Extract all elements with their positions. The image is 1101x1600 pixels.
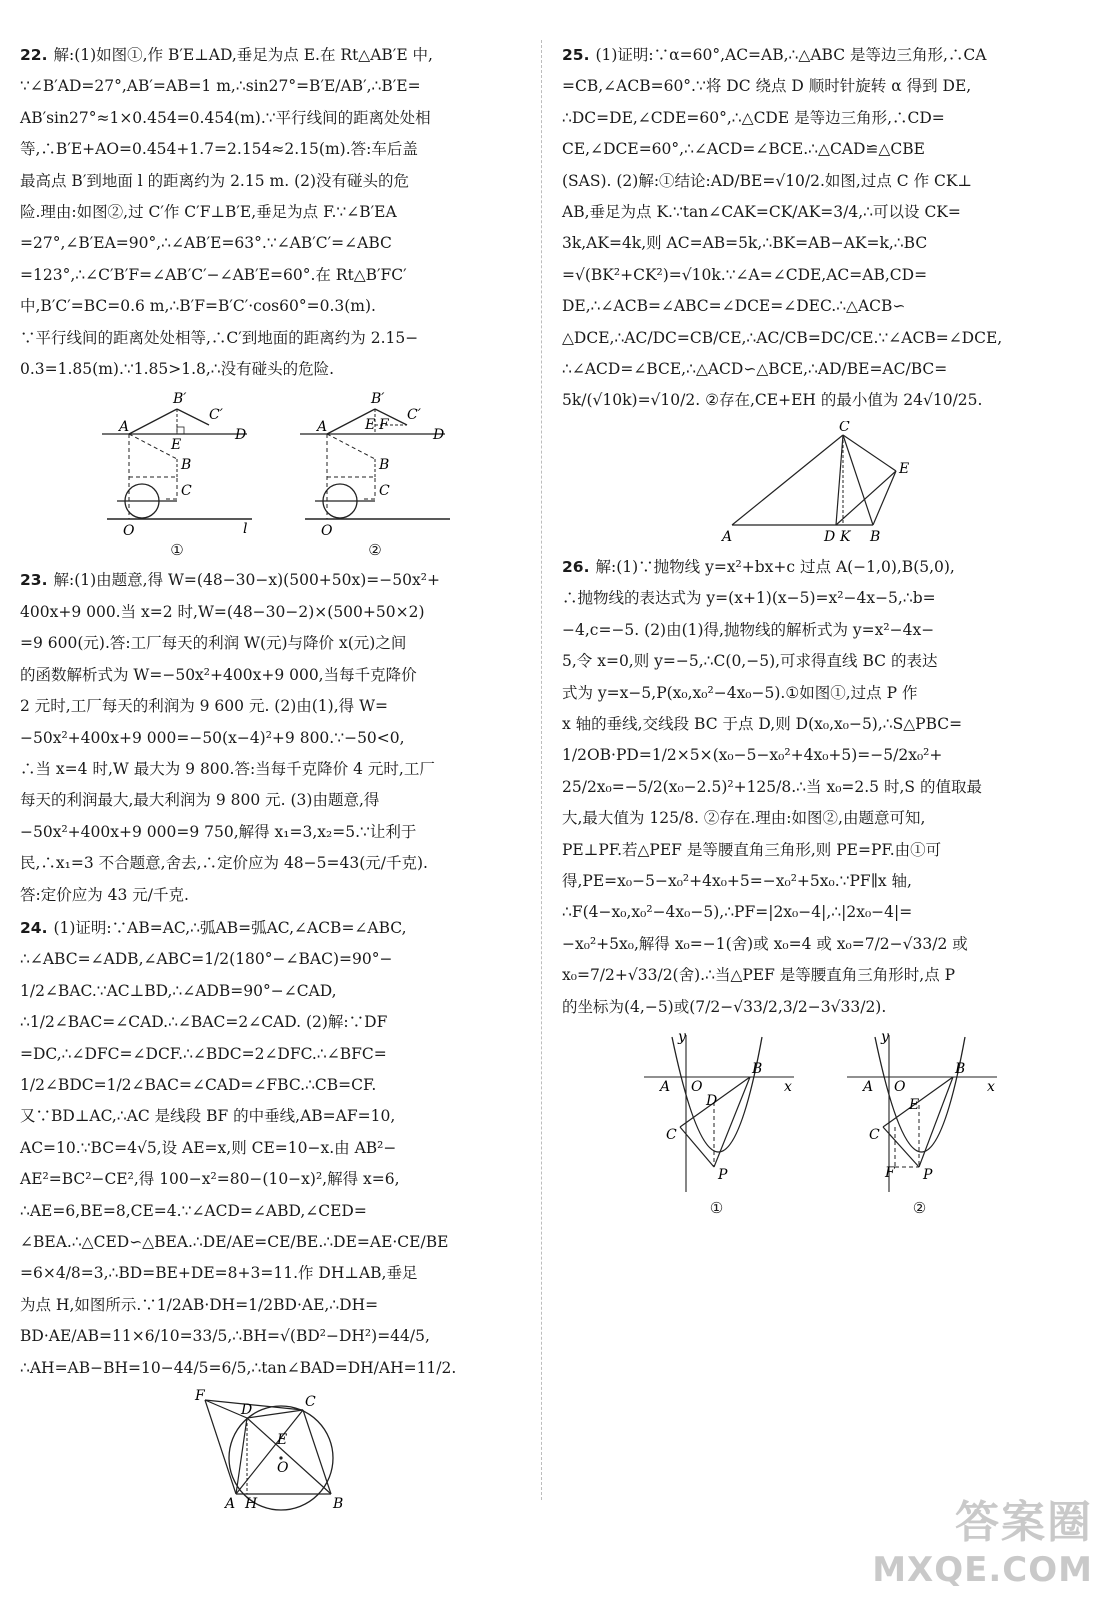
point-label: A (225, 1496, 236, 1513)
point-label: B (333, 1496, 344, 1513)
problem-number: 26. (562, 557, 590, 576)
solution-line: ∴F(4−x₀,x₀²−4x₀−5),∴PF=|2x₀−4|,∴|2x₀−4|= (562, 903, 913, 922)
solution-line: ∴DC=DE,∠CDE=60°,∴△CDE 是等边三角形,∴CD= (562, 108, 945, 127)
point-label: B (181, 457, 192, 474)
figure-caption: ① (170, 541, 184, 560)
triangle-rotation-diagram (718, 421, 918, 546)
point-label: F (195, 1388, 205, 1405)
solution-line: 式为 y=x−5,P(x₀,x₀²−4x₀−5).①如图①,过点 P 作 (562, 683, 918, 702)
problem-number: 22. (20, 46, 48, 64)
solution-line: −4,c=−5. (2)由(1)得,抛物线的解析式为 y=x²−4x− (562, 620, 935, 639)
point-label: B (955, 1060, 966, 1077)
point-label: O (894, 1078, 906, 1095)
point-label: O (321, 523, 333, 540)
point-label: D (706, 1092, 718, 1109)
solution-line: 每天的利润最大,最大利润为 9 800 元. (3)由题意,得 (20, 791, 380, 810)
solution-line: BD·AE/AB=11×6/10=33/5,∴BH=√(BD²−DH²)=44/5, (20, 1327, 430, 1346)
point-label: E (909, 1096, 920, 1113)
solution-line: PE⊥PF.若△PEF 是等腰直角三角形,则 PE=PF.由①可 (562, 840, 942, 859)
point-label: H (245, 1496, 258, 1513)
point-label: A (863, 1078, 874, 1095)
solution-line: ∴AH=AB−BH=10−44/5=6/5,∴tan∠BAD=DH/AH=11/2. (20, 1358, 457, 1377)
solution-line: 大,最大值为 125/8. ②存在.理由:如图②,由题意可知, (562, 809, 926, 828)
point-label: B (379, 457, 390, 474)
problem-25 (562, 40, 1074, 417)
solution-line: 最高点 B′到地面 l 的距离约为 2.15 m. (2)没有碰头的危 (20, 171, 410, 190)
column-divider (541, 40, 542, 1500)
solution-line: ∵∠B′AD=27°,AB′=AB=1 m,∴sin27°=B′E/AB′,∴B′E= (20, 77, 421, 96)
point-label: C (666, 1126, 677, 1143)
point-label: O (277, 1460, 289, 1477)
solution-line: ∴抛物线的表达式为 y=(x+1)(x−5)=x²−4x−5,∴b= (562, 589, 936, 608)
solution-line: ∵平行线间的距离处处相等,∴C′到地面的距离约为 2.15− (20, 328, 419, 347)
solution-line: AB′sin27°≈1×0.454=0.454(m).∵平行线间的距离处处相 (20, 108, 431, 127)
solution-line: 400x+9 000.当 x=2 时,W=(48−30−2)×(500+50×2) (20, 602, 425, 621)
solution-line: △DCE,∴AC/DC=CB/CE,∴AC/CB=DC/CE.∵∠ACB=∠DCE, (562, 328, 1003, 347)
point-label: D (433, 427, 445, 444)
solution-line: AE²=BC²−CE²,得 100−x²=80−(10−x)²,解得 x=6, (20, 1170, 400, 1189)
point-label: A (317, 419, 328, 436)
axis-label: y (881, 1028, 889, 1045)
solution-line: 答:定价应为 43 元/千克. (20, 885, 189, 904)
problem-number: 24. (20, 918, 48, 937)
point-label: K (840, 528, 851, 545)
watermark (872, 1486, 1093, 1590)
point-label: E (171, 437, 182, 454)
solution-line: (SAS). (2)解:①结论:AD/BE=√10/2.如图,过点 C 作 CK⊥ (562, 171, 973, 190)
solution-line: ∴∠ACD=∠BCE,∴△ACD∽△BCE,∴AD/BE=AC/BC= (562, 360, 948, 379)
problem-26 (562, 552, 1074, 1023)
point-label: C (869, 1126, 880, 1143)
solution-line: −x₀²+5x₀,解得 x₀=−1(舍)或 x₀=4 或 x₀=7/2−√33/2 或 (562, 934, 968, 953)
point-label: D (241, 1402, 253, 1419)
solution-line: =DC,∴∠DFC=∠DCF.∴∠BDC=2∠DFC.∴∠BFC= (20, 1044, 387, 1063)
solution-line: 得,PE=x₀−5−x₀²+4x₀+5=−x₀²+5x₀.∵PF∥x 轴, (562, 871, 912, 890)
figure-caption: ① (709, 1198, 724, 1217)
watermark-url: MXQE.COM (872, 1550, 1093, 1590)
problem-22 (20, 40, 532, 385)
solution-line: 解:(1)∵抛物线 y=x²+bx+c 过点 A(−1,0),B(5,0), (595, 557, 955, 576)
point-label: D (235, 427, 247, 444)
point-label: F (379, 417, 389, 434)
solution-line: =CB,∠ACB=60°.∵将 DC 绕点 D 顺时针旋转 α 得到 DE, (562, 77, 972, 96)
solution-line: ∴当 x=4 时,W 最大为 9 800.答:当每千克降价 4 元时,工厂 (20, 759, 435, 778)
solution-line: 的坐标为(4,−5)或(7/2−√33/2,3/2−3√33/2). (562, 997, 887, 1016)
point-label: E (277, 1432, 288, 1449)
solution-line: −50x²+400x+9 000=−50(x−4)²+9 800.∵−50<0, (20, 728, 405, 747)
problem-24 (20, 913, 532, 1384)
point-label: P (923, 1166, 933, 1183)
solution-line: 又∵BD⊥AC,∴AC 是线段 BF 的中垂线,AB=AF=10, (20, 1107, 396, 1126)
figure-26-1 (634, 1027, 799, 1217)
point-label: C′ (209, 407, 223, 424)
circle-geometry-diagram (191, 1388, 361, 1518)
solution-line: CE,∠DCE=60°,∴∠ACD=∠BCE.∴△CAD≌△CBE (562, 140, 925, 159)
solution-line: 险.理由:如图②,过 C′作 C′F⊥B′E,垂足为点 F.∵∠B′EA (20, 203, 397, 222)
solution-line: 的函数解析式为 W=−50x²+400x+9 000,当每千克降价 (20, 665, 417, 684)
solution-line: 1/2∠BDC=1/2∠BAC=∠CAD=∠FBC.∴CB=CF. (20, 1075, 377, 1094)
solution-line: =123°,∴∠C′B′F=∠AB′C′−∠AB′E=60°.在 Rt△B′FC′ (20, 265, 407, 284)
solution-line: AB,垂足为点 K.∵tan∠CAK=CK/AK=3/4,∴可以设 CK= (562, 203, 961, 222)
solution-line: −50x²+400x+9 000=9 750,解得 x₁=3,x₂=5.∵让利于 (20, 822, 417, 841)
solution-line: x 轴的垂线,交线段 BC 于点 D,则 D(x₀,x₀−5),∴S△PBC= (562, 714, 963, 733)
figures-22 (20, 389, 532, 559)
solution-line: 中,B′C′=BC=0.6 m,∴B′F=B′C′·cos60°=0.3(m). (20, 297, 376, 316)
point-label: B (752, 1060, 763, 1077)
solution-line: AC=10.∵BC=4√5,设 AE=x,则 CE=10−x.由 AB²− (20, 1138, 397, 1157)
point-label: A (119, 419, 130, 436)
problem-number: 23. (20, 571, 48, 590)
solution-line: =27°,∠B′EA=90°,∴∠AB′E=63°.∵∠AB′C′=∠ABC (20, 234, 392, 253)
car-trunk-diagram-1 (97, 389, 257, 539)
solution-line: 等,∴B′E+AO=0.454+1.7=2.154≈2.15(m).答:车后盖 (20, 140, 418, 159)
problem-23 (20, 565, 532, 910)
point-label: C (181, 483, 192, 500)
solution-line: 25/2x₀=−5/2(x₀−2.5)²+125/8.∴当 x₀=2.5 时,S 的值取最 (562, 777, 982, 796)
solution-line: ∴∠ABC=∠ADB,∠ABC=1/2(180°−∠BAC)=90°− (20, 950, 393, 969)
solution-line: 2 元时,工厂每天的利润为 9 600 元. (2)由(1),得 W= (20, 697, 388, 716)
point-label: F (885, 1164, 895, 1181)
solution-line: 民,∴x₁=3 不合题意,舍去,∴定价应为 48−5=43(元/千克). (20, 854, 428, 873)
figure-24 (20, 1388, 532, 1518)
figures-26 (562, 1027, 1074, 1217)
figure-25 (562, 421, 1074, 546)
solution-line: ∴AE=6,BE=8,CE=4.∵∠ACD=∠ABD,∠CED= (20, 1201, 367, 1220)
point-label: B′ (173, 391, 187, 408)
solution-line: 为点 H,如图所示.∵1/2AB·DH=1/2BD·AE,∴DH= (20, 1295, 379, 1314)
solution-line: 5,令 x=0,则 y=−5,∴C(0,−5),可求得直线 BC 的表达 (562, 652, 938, 671)
solution-line: ∴1/2∠BAC=∠CAD.∴∠BAC=2∠CAD. (2)解:∵DF (20, 1013, 388, 1032)
solution-line: 0.3=1.85(m).∵1.85>1.8,∴没有碰头的危险. (20, 360, 335, 379)
figure-26-2 (837, 1027, 1002, 1217)
solution-line: (1)证明:∵α=60°,AC=AB,∴△ABC 是等边三角形,∴CA (595, 46, 987, 64)
figure-caption: ② (368, 541, 382, 560)
point-label: C (839, 420, 850, 435)
point-label: C (379, 483, 390, 500)
point-label: E (899, 460, 910, 477)
point-label: O (691, 1078, 703, 1095)
solution-line: x₀=7/2+√33/2(舍).∴当△PEF 是等腰直角三角形时,点 P (562, 966, 956, 985)
point-label: A (722, 528, 733, 545)
figure-caption: ② (912, 1198, 927, 1217)
solution-line: =6×4/8=3,∴BD=BE+DE=8+3=11.作 DH⊥AB,垂足 (20, 1264, 418, 1283)
solution-line: ∠BEA.∴△CED∽△BEA.∴DE/AE=CE/BE.∴DE=AE·CE/BE (20, 1233, 449, 1251)
point-label: A (660, 1078, 671, 1095)
axis-label: y (678, 1028, 686, 1045)
point-label: O (123, 523, 135, 540)
left-column (20, 40, 532, 1524)
right-column (562, 40, 1074, 1223)
point-label: D (824, 528, 836, 545)
point-label: B′ (371, 391, 385, 408)
axis-label: x (784, 1078, 792, 1095)
parabola-diagram-1 (634, 1027, 799, 1197)
watermark-logo-text: 答案圈 (955, 1497, 1093, 1548)
solution-line: 解:(1)如图①,作 B′E⊥AD,垂足为点 E.在 Rt△AB′E 中, (53, 46, 433, 64)
point-label: P (718, 1166, 728, 1183)
solution-line: =√(BK²+CK²)=√10k.∵∠A=∠CDE,AC=AB,CD= (562, 265, 928, 284)
solution-line: 3k,AK=4k,则 AC=AB=5k,∴BK=AB−AK=k,∴BC (562, 234, 928, 253)
axis-label: x (987, 1078, 995, 1095)
solution-line: =9 600(元).答:工厂每天的利润 W(元)与降价 x(元)之间 (20, 634, 407, 653)
figure-22-1 (97, 389, 257, 559)
car-trunk-diagram-2 (295, 389, 455, 539)
figure-22-2 (295, 389, 455, 559)
solution-line: 1/2OB·PD=1/2×5×(x₀−5−x₀²+4x₀+5)=−5/2x₀²+ (562, 746, 943, 765)
parabola-diagram-2 (837, 1027, 1002, 1197)
solution-line: DE,∴∠ACB=∠ABC=∠DCE=∠DEC.∴△ACB∽ (562, 297, 906, 316)
solution-line: 解:(1)由题意,得 W=(48−30−x)(500+50x)=−50x²+ (53, 571, 440, 590)
solution-line: (1)证明:∵AB=AC,∴弧AB=弧AC,∠ACB=∠ABC, (53, 918, 407, 937)
solution-line: 5k/(√10k)=√10/2. ②存在,CE+EH 的最小值为 24√10/25. (562, 391, 983, 410)
point-label: l (243, 521, 248, 538)
point-label: C (305, 1394, 316, 1411)
point-label: E (365, 417, 376, 434)
point-label: C′ (407, 407, 421, 424)
problem-number: 25. (562, 46, 590, 64)
point-label: B (870, 528, 881, 545)
solution-line: 1/2∠BAC.∵AC⊥BD,∴∠ADB=90°−∠CAD, (20, 981, 337, 1000)
